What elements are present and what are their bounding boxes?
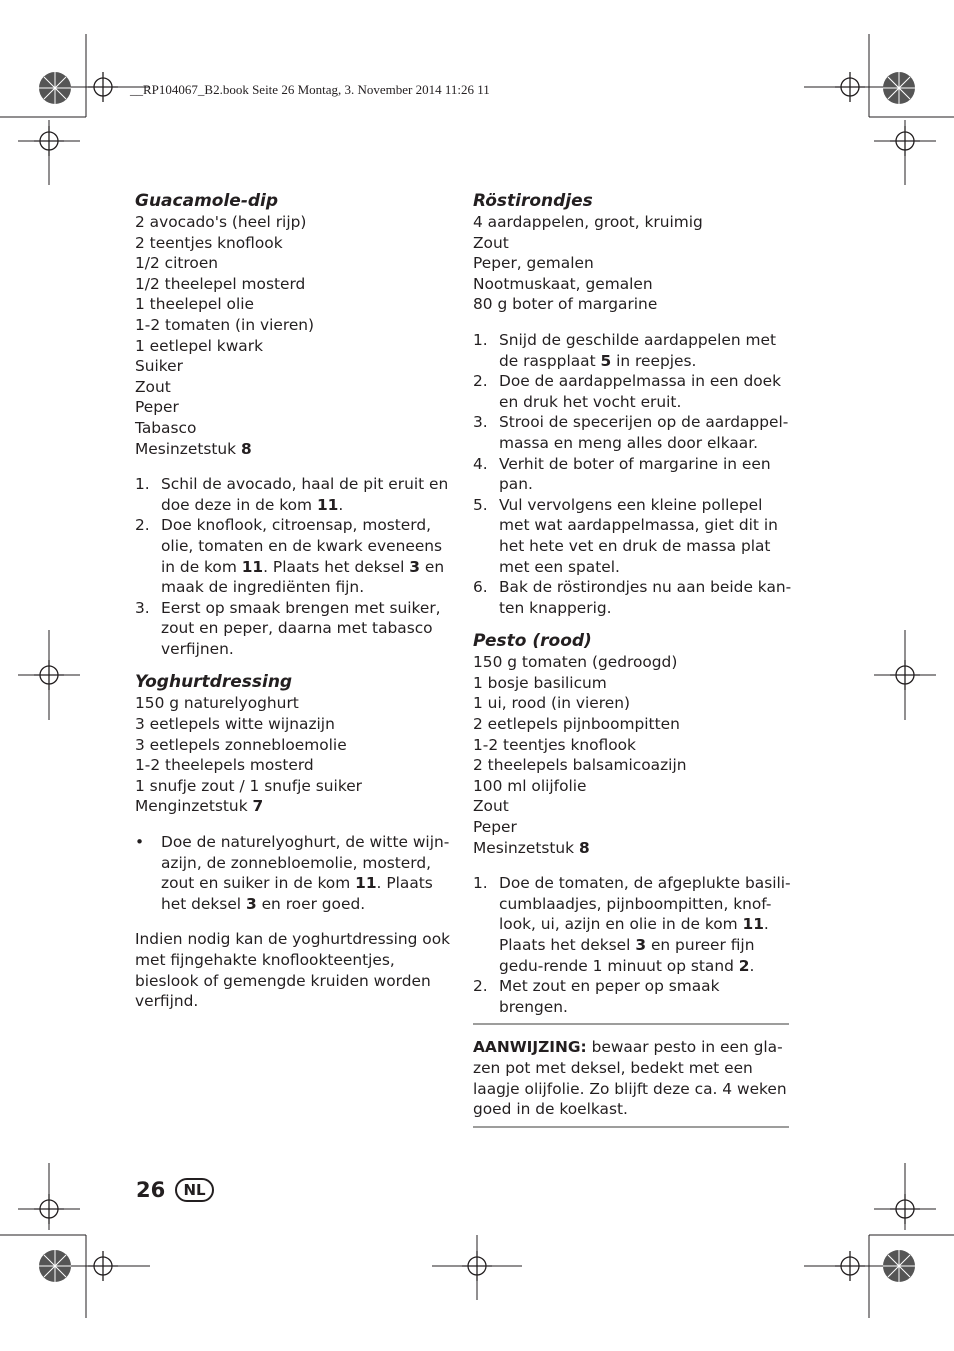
step: 4. Verhit de boter of margarine in een pan.: [473, 454, 771, 494]
note-label: AANWIJZING:: [473, 1038, 587, 1057]
step: 1. Doe de tomaten, de afgeplukte basili-cumblaadjes, pijnboompitten, knof-look, ui, azijn en olie in de kom 11. Plaats het deksel 3 en pureer fijn gedu-rende 1 minuut op stand 2.: [473, 874, 791, 975]
step: 3. Eerst op smaak brengen met suiker, zout en peper, daarna met tabasco verfijnen.: [135, 598, 441, 658]
recipe-title: Röstirondjes: [473, 191, 593, 211]
recipe-pesto: [473, 630, 793, 1127]
recipe-title: Yoghurtdressing: [135, 672, 293, 693]
ingredient: Zout: [473, 797, 509, 816]
tool-ingredient: Mesinzetstuk 8: [135, 439, 252, 458]
ingredient: 1/2 theelepel mosterd: [135, 274, 306, 293]
step: 1. Schil de avocado, haal de pit eruit en doe deze in de kom 11.: [135, 475, 449, 514]
step: 3. Strooi de specerijen op de aardappel-massa en meng alles door elkaar.: [473, 413, 789, 452]
ingredient: 1 theelepel olie: [135, 295, 254, 314]
recipe-yoghurtdressing: [135, 671, 455, 1011]
step: 5. Vul vervolgens een kleine pollepel met wat aardappelmassa, giet dit in het hete vet en druk de massa plat met een spatel.: [473, 495, 778, 576]
right-column: [473, 190, 793, 1128]
language-badge: NL: [175, 1178, 214, 1202]
ingredient: 1 eetlepel kwark: [135, 336, 263, 355]
page-number: 26: [136, 1178, 166, 1202]
ingredient: 4 aardappelen, groot, kruimig: [473, 213, 703, 231]
step-list: [473, 330, 793, 618]
ingredient: 1/2 citroen: [135, 254, 219, 273]
ingredient-list: [473, 652, 793, 858]
ingredient: Zout: [135, 377, 171, 396]
tool-ingredient: Mesinzetstuk 8: [473, 838, 590, 857]
ingredient: 150 g naturelyoghurt: [135, 694, 299, 713]
step: 6. Bak de röstirondjes nu aan beide kan-ten knapperig.: [473, 578, 792, 617]
step-list: [135, 832, 455, 914]
recipe-guacamole: [135, 190, 455, 659]
ingredient: 80 g boter of margarine: [473, 295, 658, 314]
step: 2. Doe knoflook, citroensap, mosterd, olie, tomaten en de kwark eveneens in de kom 11. Plaats het deksel 3 en maak de ingrediënten fijn.: [135, 516, 445, 597]
ingredient: 2 avocado's (heel rijp): [135, 213, 307, 231]
step-list: [473, 873, 793, 1017]
ingredient: Peper: [473, 818, 517, 837]
ingredient-list: [473, 212, 793, 315]
step: • Doe de naturelyoghurt, de witte wijn-azijn, de zonnebloemolie, mosterd, zout en suiker in de kom 11. Plaats het deksel 3 en roer goed.: [135, 833, 450, 913]
ingredient: 2 teentjes knoflook: [135, 233, 283, 252]
ingredient-list: [135, 212, 455, 459]
ingredient: 1 bosje basilicum: [473, 673, 607, 692]
step-list: [135, 474, 455, 659]
ingredient: Suiker: [135, 357, 183, 376]
step: 1. Snijd de geschilde aardappelen met de raspplaat 5 in reepjes.: [473, 330, 777, 370]
ingredient: 100 ml olijfolie: [473, 776, 587, 795]
ingredient: 2 theelepels balsamicoazijn: [473, 756, 687, 775]
recipe-rostirondjes: [473, 190, 793, 618]
ingredient: 1 ui, rood (in vieren): [473, 694, 630, 713]
ingredient: 1-2 teentjes knoflook: [473, 735, 636, 754]
step: 2. Met zout en peper op smaak brengen.: [473, 977, 720, 1016]
ingredient: 1 snufje zout / 1 snufje suiker: [135, 776, 362, 795]
step: 2. Doe de aardappelmassa in een doek en druk het vocht eruit.: [473, 372, 782, 411]
note-text: bewaar pesto in een gla-zen pot met deksel, bedekt met een laagje olijfolie. Zo blijft deze ca. 4 weken goed in de koelkast.: [473, 1038, 787, 1119]
ingredient-list: [135, 693, 455, 817]
ingredient: Zout: [473, 233, 509, 252]
ingredient: Peper: [135, 398, 179, 417]
ingredient: 3 eetlepels zonnebloemolie: [135, 735, 347, 754]
ingredient: 1-2 theelepels mosterd: [135, 756, 314, 775]
ingredient: Peper, gemalen: [473, 254, 594, 273]
note-box: [473, 1023, 789, 1127]
tip-paragraph: Indien nodig kan de yoghurtdressing ook met fijngehakte knoflookteentjes, bieslook of gemengde kruiden worden verfijnd.: [135, 930, 451, 1011]
recipe-title: Pesto (rood): [473, 631, 592, 652]
ingredient: Tabasco: [135, 418, 197, 437]
ingredient: 2 eetlepels pijnboompitten: [473, 715, 680, 734]
ingredient: 1-2 tomaten (in vieren): [135, 315, 315, 334]
tool-ingredient: Menginzetstuk 7: [135, 797, 264, 816]
recipe-title: Guacamole-dip: [135, 191, 279, 211]
left-column: [135, 190, 455, 1012]
print-header: __RP104067_B2.book Seite 26 Montag, 3. November 2014 11:26 11: [130, 82, 490, 97]
ingredient: 150 g tomaten (gedroogd): [473, 653, 678, 672]
ingredient: Nootmuskaat, gemalen: [473, 274, 653, 293]
ingredient: 3 eetlepels witte wijnazijn: [135, 715, 335, 734]
